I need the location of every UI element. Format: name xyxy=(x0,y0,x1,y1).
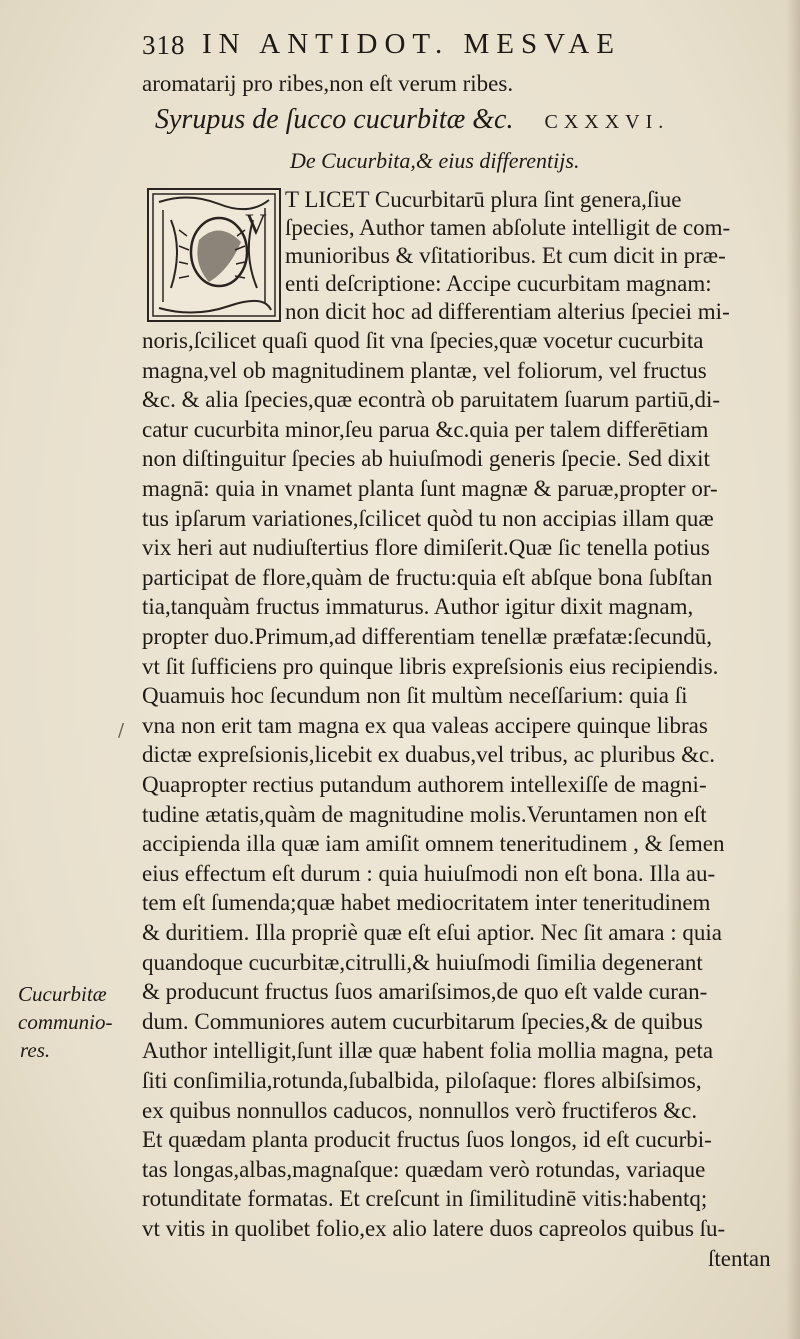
text-line: tia,tanquàm fructus immaturus. Author igitur dixit magnam, xyxy=(142,594,694,620)
chapter-title xyxy=(155,104,669,136)
margin-mark: / xyxy=(118,720,125,741)
text-line: &c. & alia ſpecies,quæ econtrà ob paruitatem ſuarum partiū,di- xyxy=(142,387,720,413)
text-line: vt vitis in quolibet folio,ex alio latere duos capreolos quibus ſu- xyxy=(142,1216,726,1241)
text-line: enti deſcriptione: Accipe cucurbitam magnam: xyxy=(285,271,712,296)
text-line: noris,ſcilicet quaſi quod ſit vna ſpecies,quæ vocetur cucurbita xyxy=(142,328,704,353)
text-line: eius effectum eſt durum : quia huiuſmodi non eſt bona. Illa au- xyxy=(142,860,716,886)
text-line: vix heri aut nudiuſtertius flore dimiſerit.Quæ ſic tenella potius xyxy=(142,535,710,561)
text-line: & duritiem. Illa propriè quæ eſt eſui aptior. Nec ſit amara : quia xyxy=(142,920,722,945)
first-line: aromatarij pro ribes,non eſt verum ribes. xyxy=(142,71,514,96)
page-gutter-shadow xyxy=(786,0,800,1339)
text-line: catur cucurbita minor,ſeu parua &c.quia per talem differētiam xyxy=(142,416,709,442)
page-number: 318 xyxy=(142,30,186,60)
text-line: ſtentan xyxy=(708,1245,771,1271)
text-line: dum. Communiores autem cucurbitarum ſpecies,& de quibus xyxy=(142,1008,703,1034)
text-line: participat de flore,quàm de fructu:quia eſt abſque bona ſubſtan xyxy=(142,564,713,590)
margin-note-line: Cucurbitæ xyxy=(18,982,107,1006)
woodcut-initial-icon xyxy=(149,190,279,320)
text-line: quandoque cucurbitæ,citrulli,& huiuſmodi ſimilia degenerant xyxy=(142,949,703,975)
text-line: & producunt fructus ſuos amariſsimos,de quo eſt valde curan- xyxy=(142,979,708,1005)
chapter-number: CXXXVI. xyxy=(544,111,670,133)
text-line: magnā: quia in vnamet planta ſunt magnæ & paruæ,propter or- xyxy=(142,476,718,501)
text-line: vt ſit ſufficiens pro quinque libris expreſsionis eius recipiendis. xyxy=(142,653,719,679)
text-line: Quapropter rectius putandum authorem intellexiſſe de magni- xyxy=(142,772,707,797)
text-line: propter duo.Primum,ad differentiam tenellæ præfatæ:ſecundū, xyxy=(142,624,712,649)
text-line: tudine ætatis,quàm de magnitudine molis.Veruntamen non eſt xyxy=(142,801,707,827)
chapter-title-text: Syrupus de ſucco cucurbitæ &c. xyxy=(155,104,514,135)
margin-note-line: res. xyxy=(20,1038,51,1062)
text-line: magna,vel ob magnitudinem plantæ, vel foliorum, vel fructus xyxy=(142,357,707,383)
text-line: Author intelligit,ſunt illæ quæ habent folia mollia magna, peta xyxy=(142,1038,714,1064)
text-line: accipienda illa quæ iam amiſit omnem teneritudinem , & ſemen xyxy=(142,831,725,857)
text-line: ex quibus nonnullos caducos, nonnullos verò fructiferos &c. xyxy=(142,1097,698,1123)
text-line: tus ipſarum variationes,ſcilicet quòd tu non accipias illam quæ xyxy=(142,505,714,531)
text-line: non dicit hoc ad differentiam alterius ſpeciei mi- xyxy=(285,299,730,324)
initial-letter-glyph: V xyxy=(245,208,267,241)
text-line: rotunditate formatas. Et creſcunt in ſimilitudinē vitis:habentq; xyxy=(142,1186,708,1212)
text-line: T LICET Cucurbitarū plura ſint genera,ſiue xyxy=(285,187,682,212)
text-line: vna non erit tam magna ex qua valeas accipere quinque libras xyxy=(142,712,708,738)
text-line: ſpecies, Author tamen abſolute intelligit de com- xyxy=(285,215,731,240)
text-line: dictæ expreſsionis,licebit ex duabus,vel tribus, ac pluribus &c. xyxy=(142,742,715,768)
margin-note-line: communio- xyxy=(18,1010,113,1034)
text-line: Et quædam planta producit fructus ſuos longos, id eſt cucurbi- xyxy=(142,1127,712,1153)
text-line: tem eſt ſumenda;quæ habet mediocritatem inter teneritudinem xyxy=(142,890,711,916)
running-head: IN ANTIDOT. MESVAE xyxy=(202,28,621,60)
text-line: Quamuis hoc ſecundum non ſit multùm neceſſarium: quia ſi xyxy=(142,683,688,709)
text-line: non diſtinguitur ſpecies ab huiuſmodi generis ſpecie. Sed dixit xyxy=(142,446,710,472)
text-line: tas longas,albas,magnaſque: quædam verò rotundas, variaque xyxy=(142,1156,706,1182)
text-line: ſiti conſimilia,rotunda,ſubalbida, piloſaque: flores albiſsimos, xyxy=(142,1068,702,1093)
page-header xyxy=(142,24,782,64)
text-line: munioribus & vſitatioribus. Et cum dicit in præ- xyxy=(285,243,726,268)
chapter-subtitle: De Cucurbita,& eius differentijs. xyxy=(290,148,580,173)
decorated-initial xyxy=(147,188,281,322)
